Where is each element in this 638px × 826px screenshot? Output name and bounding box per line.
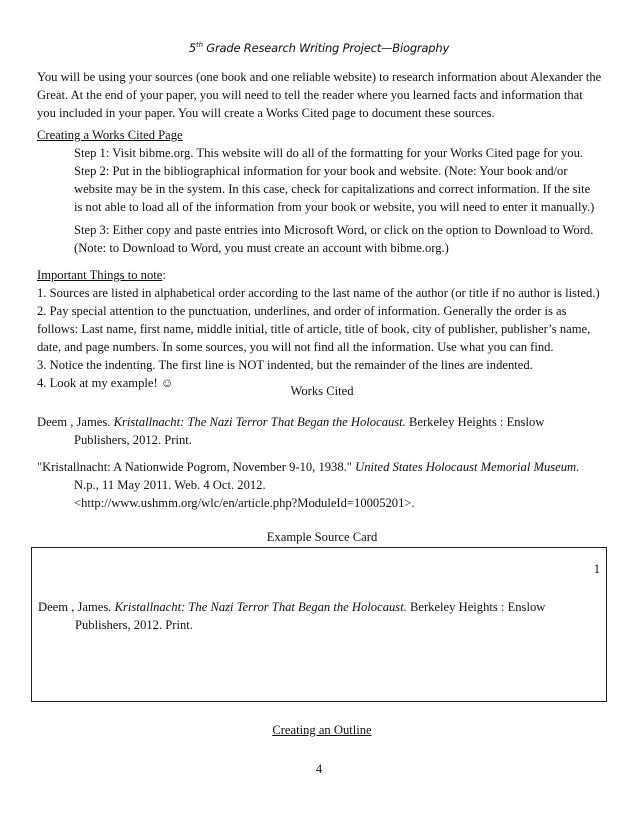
step-1: Step 1: Visit bibme.org. This website will do all of the formatting for your Works Cited page for you. [74,146,584,160]
citation-author: Deem , James. [37,415,114,429]
page-number: 4 [315,762,323,776]
note-item: 2. Pay special attention to the punctuation, underlines, and order of information. Generally the order is as [37,304,567,318]
step-line: Step 3: Either copy and paste entries into Microsoft Word, or click on the option to Download to Word. [74,223,594,237]
citation-line: Publishers, 2012. Print. [74,433,192,447]
citation-line: Publishers, 2012. Print. [75,618,193,632]
works-cited-instructions [37,126,607,162]
page-header [0,36,638,57]
intro-line: you included in your paper. You will create a Works Cited page to document these sources. [37,106,495,120]
note-item: 1. Sources are listed in alphabetical order according to the last name of the author (or title if no author is listed.) [37,286,600,300]
notes-list [37,266,607,392]
citation-article-title: "Kristallnacht: A Nationwide Pogrom, November 9-10, 1938." [37,460,356,474]
header-grade: 5 [188,40,197,55]
step-line: website may be in the system. In this case, check for capitalizations and correct information. If the site [74,182,591,196]
notes-heading [37,266,607,284]
source-card [31,547,607,702]
citation-publisher: Berkeley Heights : Enslow [405,415,545,429]
note-item-cont: follows: Last name, first name, middle initial, title of article, title of book, city of publisher, publisher’s name, [37,322,591,336]
works-cited-title [37,382,607,400]
step-3 [37,221,607,257]
step-line: Step 2: Put in the bibliographical information for your book and website. (Note: Your book and/or [74,164,568,178]
step-2 [37,162,607,216]
citation-line: N.p., 11 May 2011. Web. 4 Oct. 2012. [74,478,266,492]
source-card-number: 1 [593,562,600,576]
note-item: 3. Notice the indenting. The first line is NOT indented, but the remainder of the lines are indented. [37,358,533,372]
notes-heading-colon: : [162,268,166,282]
outline-heading [37,721,607,739]
outline-heading-text: Creating an Outline [272,723,372,737]
citation-entry [37,458,607,512]
note-item-cont: date, and page numbers. In some sources, you will not find all the information. Use what you can find. [37,340,554,354]
citation-site: United States Holocaust Memorial Museum [355,460,577,474]
notes-heading-text: Important Things to note [37,268,163,282]
step-line: (Note: to Download to Word, you must create an account with bibme.org.) [74,241,449,255]
header-title: Grade Research Writing Project—Biography [202,40,450,55]
note-item: 4. Look at my example! ☺ [37,376,174,390]
citation-punct: . [576,460,580,474]
source-card-citation [38,598,545,634]
citation-url: <http://www.ushmm.org/wlc/en/article.php?ModuleId=10005201>. [74,496,415,510]
source-card-label-text: Example Source Card [266,530,378,544]
source-card-label [37,528,607,546]
section-heading-works-cited: Creating a Works Cited Page [37,128,183,142]
intro-line: Great. At the end of your paper, you will need to tell the reader where you learned facts and information that [37,88,583,102]
intro-paragraph [37,68,607,122]
header-grade-suffix: th [196,41,203,49]
intro-line: You will be using your sources (one book and one reliable website) to research information about Alexander the [37,70,602,84]
works-cited-title-text: Works Cited [290,384,354,398]
citation-entry [37,413,607,449]
step-line: is not able to load all of the information from your book or website, you will need to enter it manually.) [74,200,595,214]
citation-title: Kristallnacht: The Nazi Terror That Began the Holocaust. [113,415,406,429]
citation-title: Kristallnacht: The Nazi Terror That Began the Holocaust. [114,600,407,614]
citation-author: Deem , James. [38,600,115,614]
citation-publisher: Berkeley Heights : Enslow [406,600,546,614]
